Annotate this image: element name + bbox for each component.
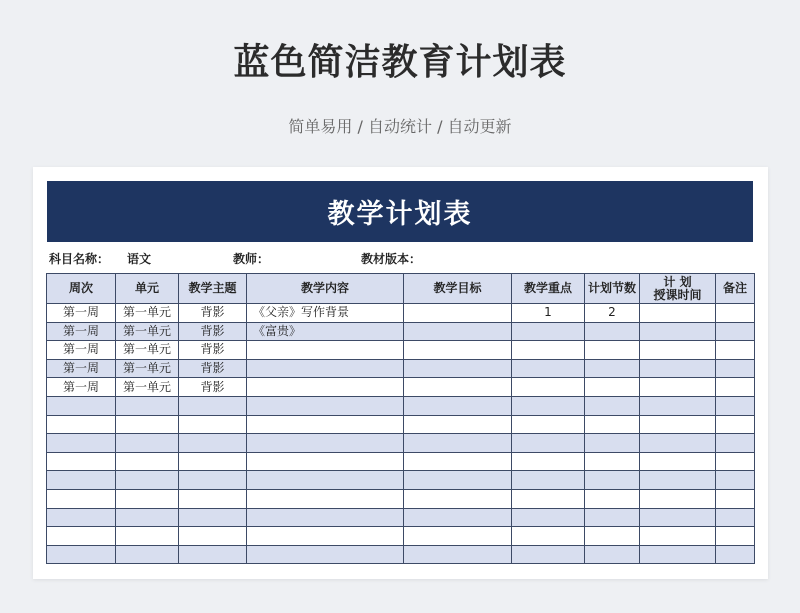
table-cell[interactable]: 第一单元 [116,359,179,378]
table-cell[interactable] [640,359,716,378]
table-cell[interactable] [585,508,640,527]
table-cell[interactable] [512,471,585,490]
teacher-label: 教师： [233,252,270,266]
header-content: 教学内容 [247,274,404,304]
table-cell[interactable] [716,359,755,378]
table-cell[interactable] [640,489,716,508]
table-cell[interactable] [47,527,116,546]
table-cell[interactable] [512,527,585,546]
table-cell[interactable]: 背影 [179,341,247,360]
table-row [47,545,755,564]
table-cell[interactable] [247,471,404,490]
table-cell[interactable] [640,527,716,546]
table-cell[interactable]: 第一单元 [116,341,179,360]
table-cell[interactable] [404,378,512,397]
table-cell[interactable] [716,378,755,397]
table-cell[interactable] [404,527,512,546]
table-cell[interactable] [116,471,179,490]
table-cell[interactable] [512,378,585,397]
subject-label: 科目名称： [49,252,110,266]
table-cell[interactable] [640,471,716,490]
table-cell[interactable] [512,322,585,341]
table-row [47,359,755,378]
table-cell[interactable] [47,452,116,471]
table-cell[interactable] [247,452,404,471]
table-cell[interactable]: 《富贵》 [247,322,404,341]
table-cell[interactable] [716,415,755,434]
plan-body [47,304,755,564]
table-cell[interactable] [247,415,404,434]
table-cell[interactable]: 第一单元 [116,378,179,397]
info-row [47,248,753,268]
table-cell[interactable] [512,415,585,434]
table-cell[interactable] [404,434,512,453]
table-cell[interactable] [640,396,716,415]
table-cell[interactable]: 背影 [179,322,247,341]
table-row [47,415,755,434]
table-cell[interactable] [512,359,585,378]
table-cell[interactable] [404,341,512,360]
table-cell[interactable] [116,452,179,471]
page-title: 蓝色简洁教育计划表 [233,42,567,83]
table-cell[interactable] [47,434,116,453]
table-cell[interactable] [585,434,640,453]
edition-label: 教材版本： [361,252,422,266]
table-cell[interactable] [404,545,512,564]
table-cell[interactable] [404,471,512,490]
table-cell[interactable]: 第一周 [47,359,116,378]
table-cell[interactable] [47,396,116,415]
table-cell[interactable] [716,396,755,415]
table-cell[interactable] [247,359,404,378]
table-cell[interactable]: 《父亲》写作背景 [247,304,404,323]
table-cell[interactable] [716,304,755,323]
table-cell[interactable]: 第一周 [47,341,116,360]
table-cell[interactable] [585,359,640,378]
table-cell[interactable] [640,434,716,453]
table-cell[interactable] [716,545,755,564]
table-cell[interactable] [585,489,640,508]
table-cell[interactable] [585,415,640,434]
header-remarks: 备注 [716,274,755,304]
table-cell[interactable] [512,452,585,471]
table-cell[interactable] [116,415,179,434]
table-row [47,396,755,415]
table-cell[interactable] [585,396,640,415]
table-cell[interactable] [404,508,512,527]
table-cell[interactable] [404,415,512,434]
table-cell[interactable] [116,527,179,546]
table-cell[interactable] [116,508,179,527]
table-cell[interactable] [585,545,640,564]
table-cell[interactable] [247,545,404,564]
table-cell[interactable]: 背影 [179,378,247,397]
table-cell[interactable] [179,508,247,527]
header-week: 周次 [47,274,116,304]
table-cell[interactable] [247,434,404,453]
table-cell[interactable] [404,396,512,415]
table-cell[interactable] [716,527,755,546]
table-cell[interactable] [640,415,716,434]
table-cell[interactable] [640,508,716,527]
page-subtitle: 简单易用 / 自动统计 / 自动更新 [288,117,512,136]
table-cell[interactable] [404,322,512,341]
table-cell[interactable] [585,452,640,471]
table-row [47,378,755,397]
table-cell[interactable] [404,359,512,378]
table-cell[interactable] [47,508,116,527]
table-row [47,434,755,453]
table-cell[interactable] [404,489,512,508]
table-cell[interactable]: 第一周 [47,378,116,397]
table-cell[interactable] [716,508,755,527]
table-cell[interactable] [716,341,755,360]
table-row [47,304,755,323]
table-cell[interactable] [47,489,116,508]
table-cell[interactable] [716,452,755,471]
table-row [47,322,755,341]
table-cell[interactable] [640,378,716,397]
table-cell[interactable] [585,471,640,490]
table-cell[interactable] [179,434,247,453]
table-cell[interactable]: 背影 [179,304,247,323]
table-cell[interactable] [116,396,179,415]
table-cell[interactable] [585,527,640,546]
table-cell[interactable] [179,527,247,546]
table-cell[interactable]: 第一单元 [116,304,179,323]
table-cell[interactable] [585,378,640,397]
subject-value[interactable]: 语文 [127,252,152,266]
table-cell[interactable] [640,341,716,360]
table-cell[interactable] [179,545,247,564]
table-cell[interactable] [512,489,585,508]
table-cell[interactable] [47,545,116,564]
table-cell[interactable] [404,452,512,471]
table-cell[interactable] [47,415,116,434]
header-objective: 教学目标 [404,274,512,304]
header-topic: 教学主题 [179,274,247,304]
table-cell[interactable] [640,452,716,471]
table-cell[interactable] [47,471,116,490]
table-cell[interactable] [640,304,716,323]
table-cell[interactable] [716,322,755,341]
spreadsheet-sheet [33,167,768,579]
table-cell[interactable] [512,396,585,415]
table-cell[interactable] [512,434,585,453]
table-cell[interactable] [116,434,179,453]
table-cell[interactable]: 1 [512,304,585,323]
table-cell[interactable] [404,304,512,323]
header-planned-time: 计 划 授课时间 [640,274,716,304]
table-cell[interactable] [716,434,755,453]
table-cell[interactable] [179,396,247,415]
table-cell[interactable] [716,489,755,508]
header-planned-lessons: 计划节数 [585,274,640,304]
table-cell[interactable]: 2 [585,304,640,323]
table-cell[interactable] [179,415,247,434]
table-cell[interactable] [512,545,585,564]
table-cell[interactable]: 背影 [179,359,247,378]
table-cell[interactable]: 第一周 [47,304,116,323]
table-cell[interactable] [640,545,716,564]
header-unit: 单元 [116,274,179,304]
table-cell[interactable] [512,341,585,360]
table-cell[interactable] [247,527,404,546]
sheet-banner: 教学计划表 [47,181,753,242]
header-row [47,274,755,304]
table-cell[interactable] [247,489,404,508]
table-cell[interactable] [247,508,404,527]
table-cell[interactable] [247,341,404,360]
table-row [47,489,755,508]
table-row [47,508,755,527]
table-cell[interactable] [116,489,179,508]
table-cell[interactable] [116,545,179,564]
table-row [47,527,755,546]
table-cell[interactable] [716,471,755,490]
table-cell[interactable]: 第一周 [47,322,116,341]
table-cell[interactable] [640,322,716,341]
table-cell[interactable]: 第一单元 [116,322,179,341]
table-cell[interactable] [247,378,404,397]
plan-table [46,273,755,564]
table-cell[interactable] [247,396,404,415]
table-cell[interactable] [179,452,247,471]
table-row [47,452,755,471]
table-row [47,471,755,490]
table-cell[interactable] [179,489,247,508]
table-cell[interactable] [512,508,585,527]
table-row [47,341,755,360]
table-cell[interactable] [585,322,640,341]
header-keypoint: 教学重点 [512,274,585,304]
table-cell[interactable] [179,471,247,490]
table-cell[interactable] [585,341,640,360]
